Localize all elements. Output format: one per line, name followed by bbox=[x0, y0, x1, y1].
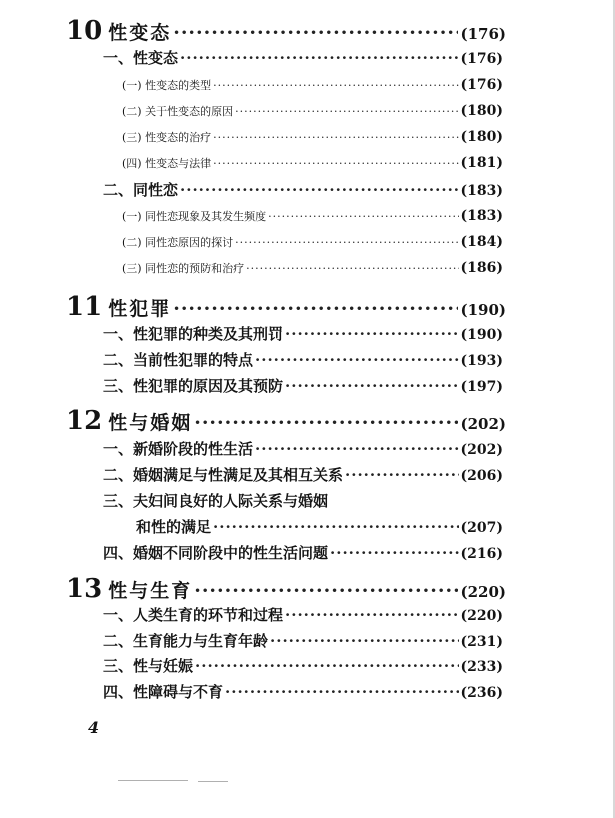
section-title: 一、性犯罪的种类及其刑罚 bbox=[103, 325, 284, 343]
toc-subsection[interactable] bbox=[122, 129, 503, 145]
leader-dots bbox=[194, 580, 458, 602]
toc-section[interactable] bbox=[103, 438, 503, 459]
page-ref: (186) bbox=[460, 260, 503, 276]
toc-subsection[interactable] bbox=[122, 234, 503, 250]
page-ref: (184) bbox=[460, 234, 503, 250]
subsection-title: (三) 同性恋的预防和治疗 bbox=[122, 262, 245, 275]
toc-section[interactable] bbox=[103, 47, 503, 68]
toc-section-continuation[interactable] bbox=[136, 516, 503, 537]
page-ref: (183) bbox=[460, 208, 503, 224]
toc-section[interactable] bbox=[103, 323, 503, 344]
leader-dots bbox=[180, 181, 459, 199]
leader-dots bbox=[235, 236, 458, 249]
subsection-title: (四) 性变态与法律 bbox=[122, 157, 212, 170]
toc-subsection[interactable] bbox=[122, 260, 503, 276]
page-ref: (197) bbox=[460, 379, 503, 395]
chapter-number: 12 bbox=[66, 406, 103, 436]
leader-dots bbox=[180, 49, 459, 67]
toc-section-first-line[interactable]: 三、夫妇间良好的人际关系与婚姻 bbox=[103, 492, 329, 510]
page-ref: (176) bbox=[460, 51, 503, 67]
section-title: 三、性犯罪的原因及其预防 bbox=[103, 377, 284, 395]
section-title: 二、生育能力与生育年龄 bbox=[103, 632, 269, 650]
subsection-title: (一) 性变态的类型 bbox=[122, 79, 212, 92]
toc-subsection[interactable] bbox=[122, 155, 503, 171]
toc-chapter-10[interactable] bbox=[66, 16, 506, 46]
section-title: 四、性障碍与不育 bbox=[103, 683, 224, 701]
leader-dots bbox=[213, 131, 458, 144]
toc-chapter-12[interactable] bbox=[66, 406, 506, 436]
page-ref: (216) bbox=[460, 546, 503, 562]
page-ref: (220) bbox=[460, 608, 503, 624]
leader-dots bbox=[246, 262, 458, 275]
section-title-continuation: 和性的满足 bbox=[136, 518, 212, 536]
page-ref: (181) bbox=[460, 155, 503, 171]
page-ref: (231) bbox=[460, 634, 503, 650]
page-ref: (207) bbox=[460, 520, 503, 536]
toc-section[interactable] bbox=[103, 179, 503, 200]
leader-dots bbox=[213, 518, 459, 536]
chapter-title: 性与生育 bbox=[108, 580, 193, 602]
section-title: 一、新婚阶段的性生活 bbox=[103, 440, 254, 458]
toc-chapter-11[interactable] bbox=[66, 292, 506, 322]
page-ref: (220) bbox=[460, 583, 506, 601]
toc-section[interactable] bbox=[103, 604, 503, 625]
leader-dots bbox=[235, 105, 458, 118]
leader-dots bbox=[285, 606, 459, 624]
page-ref: (202) bbox=[460, 442, 503, 458]
section-title: 二、婚姻满足与性满足及其相互关系 bbox=[103, 466, 344, 484]
page-ref: (176) bbox=[460, 25, 506, 43]
section-title: 二、同性恋 bbox=[103, 181, 179, 199]
page-ref: (190) bbox=[460, 301, 506, 319]
toc-subsection[interactable] bbox=[122, 103, 503, 119]
page-number: 4 bbox=[88, 718, 100, 737]
page-ref: (183) bbox=[460, 183, 503, 199]
page-ref: (202) bbox=[460, 415, 506, 433]
toc-section[interactable] bbox=[103, 655, 503, 676]
section-title: 四、婚姻不同阶段中的性生活问题 bbox=[103, 544, 329, 562]
chapter-title: 性与婚姻 bbox=[108, 412, 193, 434]
page-ref: (180) bbox=[460, 103, 503, 119]
subsection-title: (二) 关于性变态的原因 bbox=[122, 105, 234, 118]
chapter-number: 13 bbox=[66, 574, 103, 604]
toc-subsection[interactable] bbox=[122, 208, 503, 224]
section-title: 一、性变态 bbox=[103, 49, 179, 67]
section-title: 二、当前性犯罪的特点 bbox=[103, 351, 254, 369]
subsection-title: (三) 性变态的治疗 bbox=[122, 131, 212, 144]
subsection-title: (一) 同性恋现象及其发生频度 bbox=[122, 210, 267, 223]
chapter-number: 11 bbox=[66, 292, 103, 322]
subsection-title: (二) 同性恋原因的探讨 bbox=[122, 236, 234, 249]
page-ref: (206) bbox=[460, 468, 503, 484]
page-ref: (233) bbox=[460, 659, 503, 675]
leader-dots bbox=[285, 377, 459, 395]
leader-dots bbox=[194, 412, 458, 434]
toc-section[interactable] bbox=[103, 375, 503, 396]
leader-dots bbox=[285, 325, 459, 343]
leader-dots bbox=[195, 657, 459, 675]
leader-dots bbox=[268, 210, 458, 223]
leader-dots bbox=[270, 632, 459, 650]
leader-dots bbox=[173, 22, 458, 44]
page-ref: (180) bbox=[460, 129, 503, 145]
section-title: 三、性与妊娠 bbox=[103, 657, 194, 675]
page-ref: (190) bbox=[460, 327, 503, 343]
scan-smudge bbox=[198, 781, 228, 782]
leader-dots bbox=[255, 440, 459, 458]
toc-section[interactable] bbox=[103, 630, 503, 651]
leader-dots bbox=[173, 298, 458, 320]
leader-dots bbox=[345, 466, 459, 484]
page-ref: (236) bbox=[460, 685, 503, 701]
leader-dots bbox=[213, 79, 458, 92]
leader-dots bbox=[330, 544, 459, 562]
toc-chapter-13[interactable] bbox=[66, 574, 506, 604]
leader-dots bbox=[225, 683, 459, 701]
chapter-title: 性犯罪 bbox=[108, 298, 172, 320]
leader-dots bbox=[213, 157, 458, 170]
chapter-number: 10 bbox=[66, 16, 103, 46]
toc-section[interactable] bbox=[103, 681, 503, 702]
page-ref: (193) bbox=[460, 353, 503, 369]
section-title: 一、人类生育的环节和过程 bbox=[103, 606, 284, 624]
toc-subsection[interactable] bbox=[122, 77, 503, 93]
chapter-title: 性变态 bbox=[108, 22, 172, 44]
leader-dots bbox=[255, 351, 459, 369]
scan-smudge bbox=[118, 780, 188, 781]
toc-section[interactable] bbox=[103, 542, 503, 563]
page-ref: (176) bbox=[460, 77, 503, 93]
toc-section[interactable] bbox=[103, 464, 503, 485]
toc-section[interactable] bbox=[103, 349, 503, 370]
